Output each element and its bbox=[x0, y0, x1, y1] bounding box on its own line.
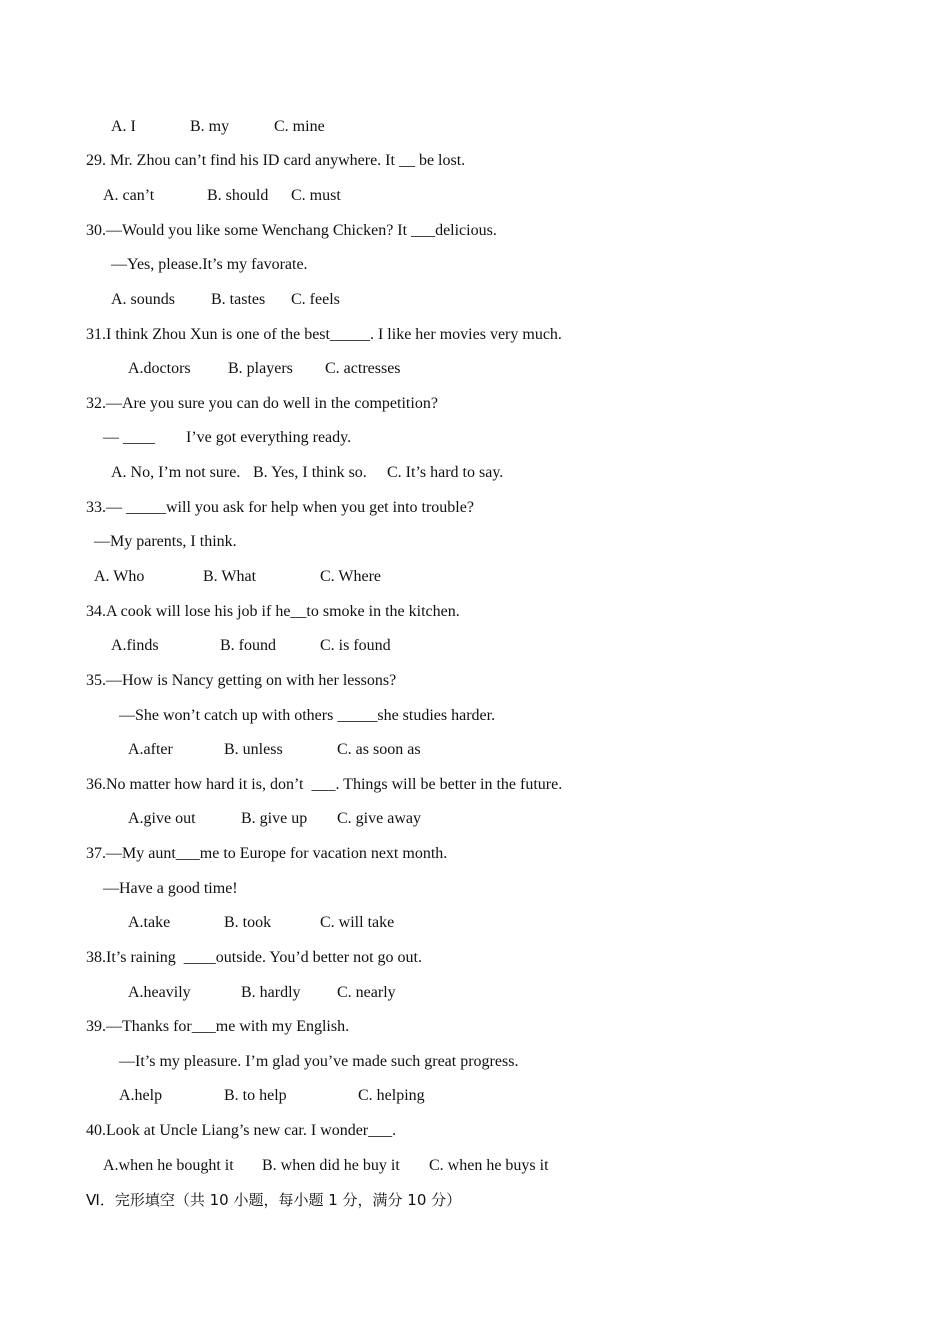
q31-option-a: A.doctors bbox=[128, 360, 191, 377]
q35-option-b: B. unless bbox=[224, 741, 283, 758]
q31-stem: 31.I think Zhou Xun is one of the best_____. I like her movies very much. bbox=[86, 326, 562, 343]
q39-reply: —It’s my pleasure. I’m glad you’ve made such great progress. bbox=[119, 1053, 519, 1070]
q30-option-a: A. sounds bbox=[111, 291, 176, 308]
q33-option-c: C. Where bbox=[320, 568, 382, 585]
q30-option-b: B. tastes bbox=[211, 291, 266, 308]
q29-stem: 29. Mr. Zhou can’t find his ID card anywhere. It __ be lost. bbox=[86, 152, 466, 169]
q40-option-b: B. when did he buy it bbox=[262, 1157, 400, 1174]
q35-reply: —She won’t catch up with others _____she studies harder. bbox=[119, 707, 496, 724]
q28-option-a: A. I bbox=[111, 118, 136, 135]
q36-stem: 36.No matter how hard it is, don’t ___. Things will be better in the future. bbox=[86, 776, 563, 793]
q32-stem: 32.—Are you sure you can do well in the competition? bbox=[86, 395, 438, 412]
q35-stem: 35.—How is Nancy getting on with her lessons? bbox=[86, 672, 397, 689]
q33-option-a: A. Who bbox=[94, 568, 145, 585]
q33-stem: 33.— _____will you ask for help when you get into trouble? bbox=[86, 499, 474, 516]
q36-option-c: C. give away bbox=[337, 810, 421, 827]
q30-stem: 30.—Would you like some Wenchang Chicken? It ___delicious. bbox=[86, 222, 497, 239]
q32-reply-text: I’ve got everything ready. bbox=[186, 429, 352, 446]
q31-option-c: C. actresses bbox=[325, 360, 401, 377]
q29-option-c: C. must bbox=[291, 187, 341, 204]
q39-option-b: B. to help bbox=[224, 1087, 287, 1104]
q31-option-b: B. players bbox=[228, 360, 293, 377]
q36-option-a: A.give out bbox=[128, 810, 196, 827]
q38-stem: 38.It’s raining ____outside. You’d better not go out. bbox=[86, 949, 422, 966]
q38-option-a: A.heavily bbox=[128, 984, 191, 1001]
q33-option-b: B. What bbox=[203, 568, 257, 585]
q35-option-a: A.after bbox=[128, 741, 173, 758]
q39-option-c: C. helping bbox=[358, 1087, 425, 1104]
q34-option-c: C. is found bbox=[320, 637, 391, 654]
q28-option-c: C. mine bbox=[274, 118, 325, 135]
q30-option-c: C. feels bbox=[291, 291, 340, 308]
q37-option-c: C. will take bbox=[320, 914, 395, 931]
q29-option-a: A. can’t bbox=[103, 187, 155, 204]
q37-reply: —Have a good time! bbox=[103, 880, 238, 897]
q37-option-b: B. took bbox=[224, 914, 272, 931]
q40-option-c: C. when he buys it bbox=[429, 1157, 549, 1174]
q32-reply-blank: — ____ bbox=[103, 429, 155, 446]
q34-stem: 34.A cook will lose his job if he__to smoke in the kitchen. bbox=[86, 603, 460, 620]
q39-stem: 39.—Thanks for___me with my English. bbox=[86, 1018, 350, 1035]
q29-option-b: B. should bbox=[207, 187, 269, 204]
q33-reply: —My parents, I think. bbox=[94, 533, 237, 550]
q34-option-b: B. found bbox=[220, 637, 276, 654]
q36-option-b: B. give up bbox=[241, 810, 308, 827]
q32-option-a: A. No, I’m not sure. bbox=[111, 464, 241, 481]
section-6-heading: Ⅵ．完形填空（共 10 小题，每小题 1 分，满分 10 分） bbox=[86, 1191, 462, 1209]
q32-option-b: B. Yes, I think so. bbox=[253, 464, 367, 481]
q37-stem: 37.—My aunt___me to Europe for vacation next month. bbox=[86, 845, 448, 862]
q37-option-a: A.take bbox=[128, 914, 171, 931]
q39-option-a: A.help bbox=[119, 1087, 163, 1104]
q40-stem: 40.Look at Uncle Liang’s new car. I wonder___. bbox=[86, 1122, 397, 1139]
q28-option-b: B. my bbox=[190, 118, 230, 135]
q35-option-c: C. as soon as bbox=[337, 741, 421, 758]
q40-option-a: A.when he bought it bbox=[103, 1157, 234, 1174]
q38-option-b: B. hardly bbox=[241, 984, 301, 1001]
q38-option-c: C. nearly bbox=[337, 984, 396, 1001]
q32-option-c: C. It’s hard to say. bbox=[387, 464, 504, 481]
q30-reply: —Yes, please.It’s my favorate. bbox=[111, 256, 308, 273]
q34-option-a: A.finds bbox=[111, 637, 159, 654]
